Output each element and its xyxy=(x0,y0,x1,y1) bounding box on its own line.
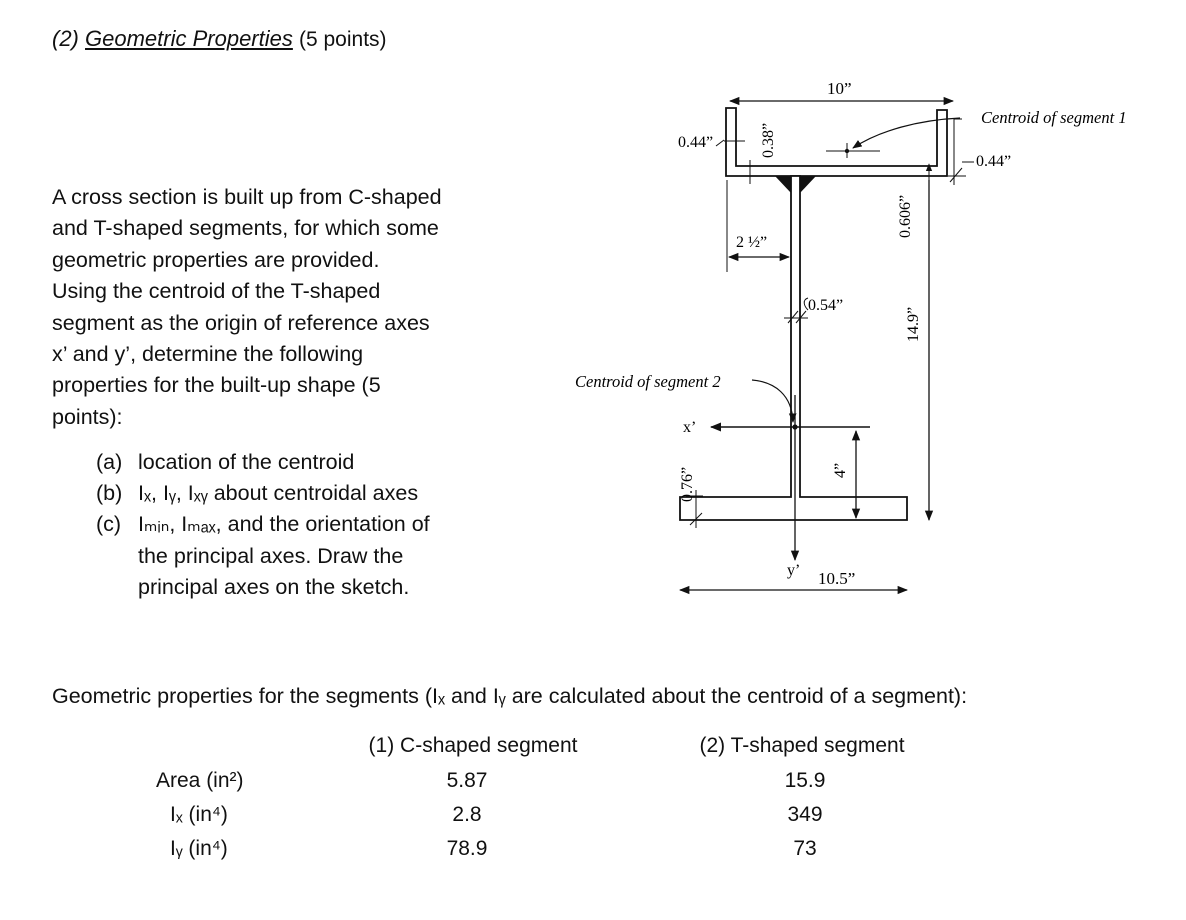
table-cell-t: 349 xyxy=(787,803,823,826)
dim-c-thickness-label: 0.44” xyxy=(678,134,714,151)
dim-2-half-label: 2 ½” xyxy=(736,234,768,251)
y-prime-label: y’ xyxy=(787,562,801,579)
part-label: (a) xyxy=(96,450,123,474)
part-label: (b) xyxy=(96,481,123,506)
centroid-1-dot xyxy=(845,149,849,153)
section-number: (2) xyxy=(52,26,79,51)
table-header-c-segment: (1) C-shaped segment xyxy=(368,734,578,757)
table-header-t-segment: (2) T-shaped segment xyxy=(699,734,905,757)
dim-web-label: 0.54” xyxy=(808,297,844,314)
centroid-1-label: Centroid of segment 1 xyxy=(981,108,1127,127)
problem-line: points): xyxy=(52,404,123,429)
weld-mark xyxy=(800,176,816,193)
section-points: (5 points) xyxy=(299,28,387,51)
part-text: the principal axes. Draw the xyxy=(138,543,404,568)
t-segment-outline xyxy=(680,176,907,520)
centroid-2-leader xyxy=(752,380,793,422)
dim-right-thickness-label: 0.44” xyxy=(976,153,1012,170)
table-cell-t: 15.9 xyxy=(784,769,826,792)
section-heading: Geometric Properties xyxy=(85,26,293,51)
dim-flange-label: 0.38” xyxy=(760,122,777,158)
part-text: principal axes on the sketch. xyxy=(138,574,410,599)
dim-0-606-label: 0.606” xyxy=(897,194,914,238)
x-prime-label: x’ xyxy=(683,419,697,436)
part-text: location of the centroid xyxy=(138,450,355,474)
table-row-label: Iₓ (in⁴) xyxy=(170,803,228,826)
problem-line: segment as the origin of reference axes xyxy=(52,310,430,335)
problem-line: and T-shaped segments, for which some xyxy=(52,216,439,241)
table-row-label: Iᵧ (in⁴) xyxy=(170,837,228,860)
dim-top-width-label: 10” xyxy=(827,79,852,98)
table-cell-c: 5.87 xyxy=(446,769,488,792)
part-text: Iₘᵢₙ, Iₘₐₓ, and the orientation of xyxy=(138,512,430,537)
problem-line: Using the centroid of the T-shaped xyxy=(52,279,381,304)
weld-mark xyxy=(775,176,791,193)
part-label: (c) xyxy=(96,512,122,537)
part-text: Iₓ, Iᵧ, Iₓᵧ about centroidal axes xyxy=(138,481,419,506)
dim-height-label: 14.9” xyxy=(905,306,922,342)
table-row-label: Area (in²) xyxy=(156,769,244,792)
table-cell-t: 73 xyxy=(793,837,817,860)
dim-0-76-label: 0.76” xyxy=(679,466,696,502)
problem-line: A cross section is built up from C-shaped xyxy=(52,185,442,209)
table-cell-c: 78.9 xyxy=(446,837,488,860)
problem-line: x’ and y’, determine the following xyxy=(52,342,364,367)
dim-bottom-width-label: 10.5” xyxy=(818,569,856,588)
table-cell-c: 2.8 xyxy=(452,803,482,826)
problem-line: geometric properties are provided. xyxy=(52,247,380,272)
problem-line: properties for the built-up shape (5 xyxy=(52,373,381,398)
dim-4-label: 4” xyxy=(832,462,849,478)
dim-tick xyxy=(950,168,962,182)
centroid-2-label: Centroid of segment 2 xyxy=(575,372,721,391)
properties-heading: Geometric properties for the segments (Iₓ and Iᵧ are calculated about the centroid of a segment): xyxy=(52,684,968,708)
dim-tick xyxy=(716,140,724,146)
